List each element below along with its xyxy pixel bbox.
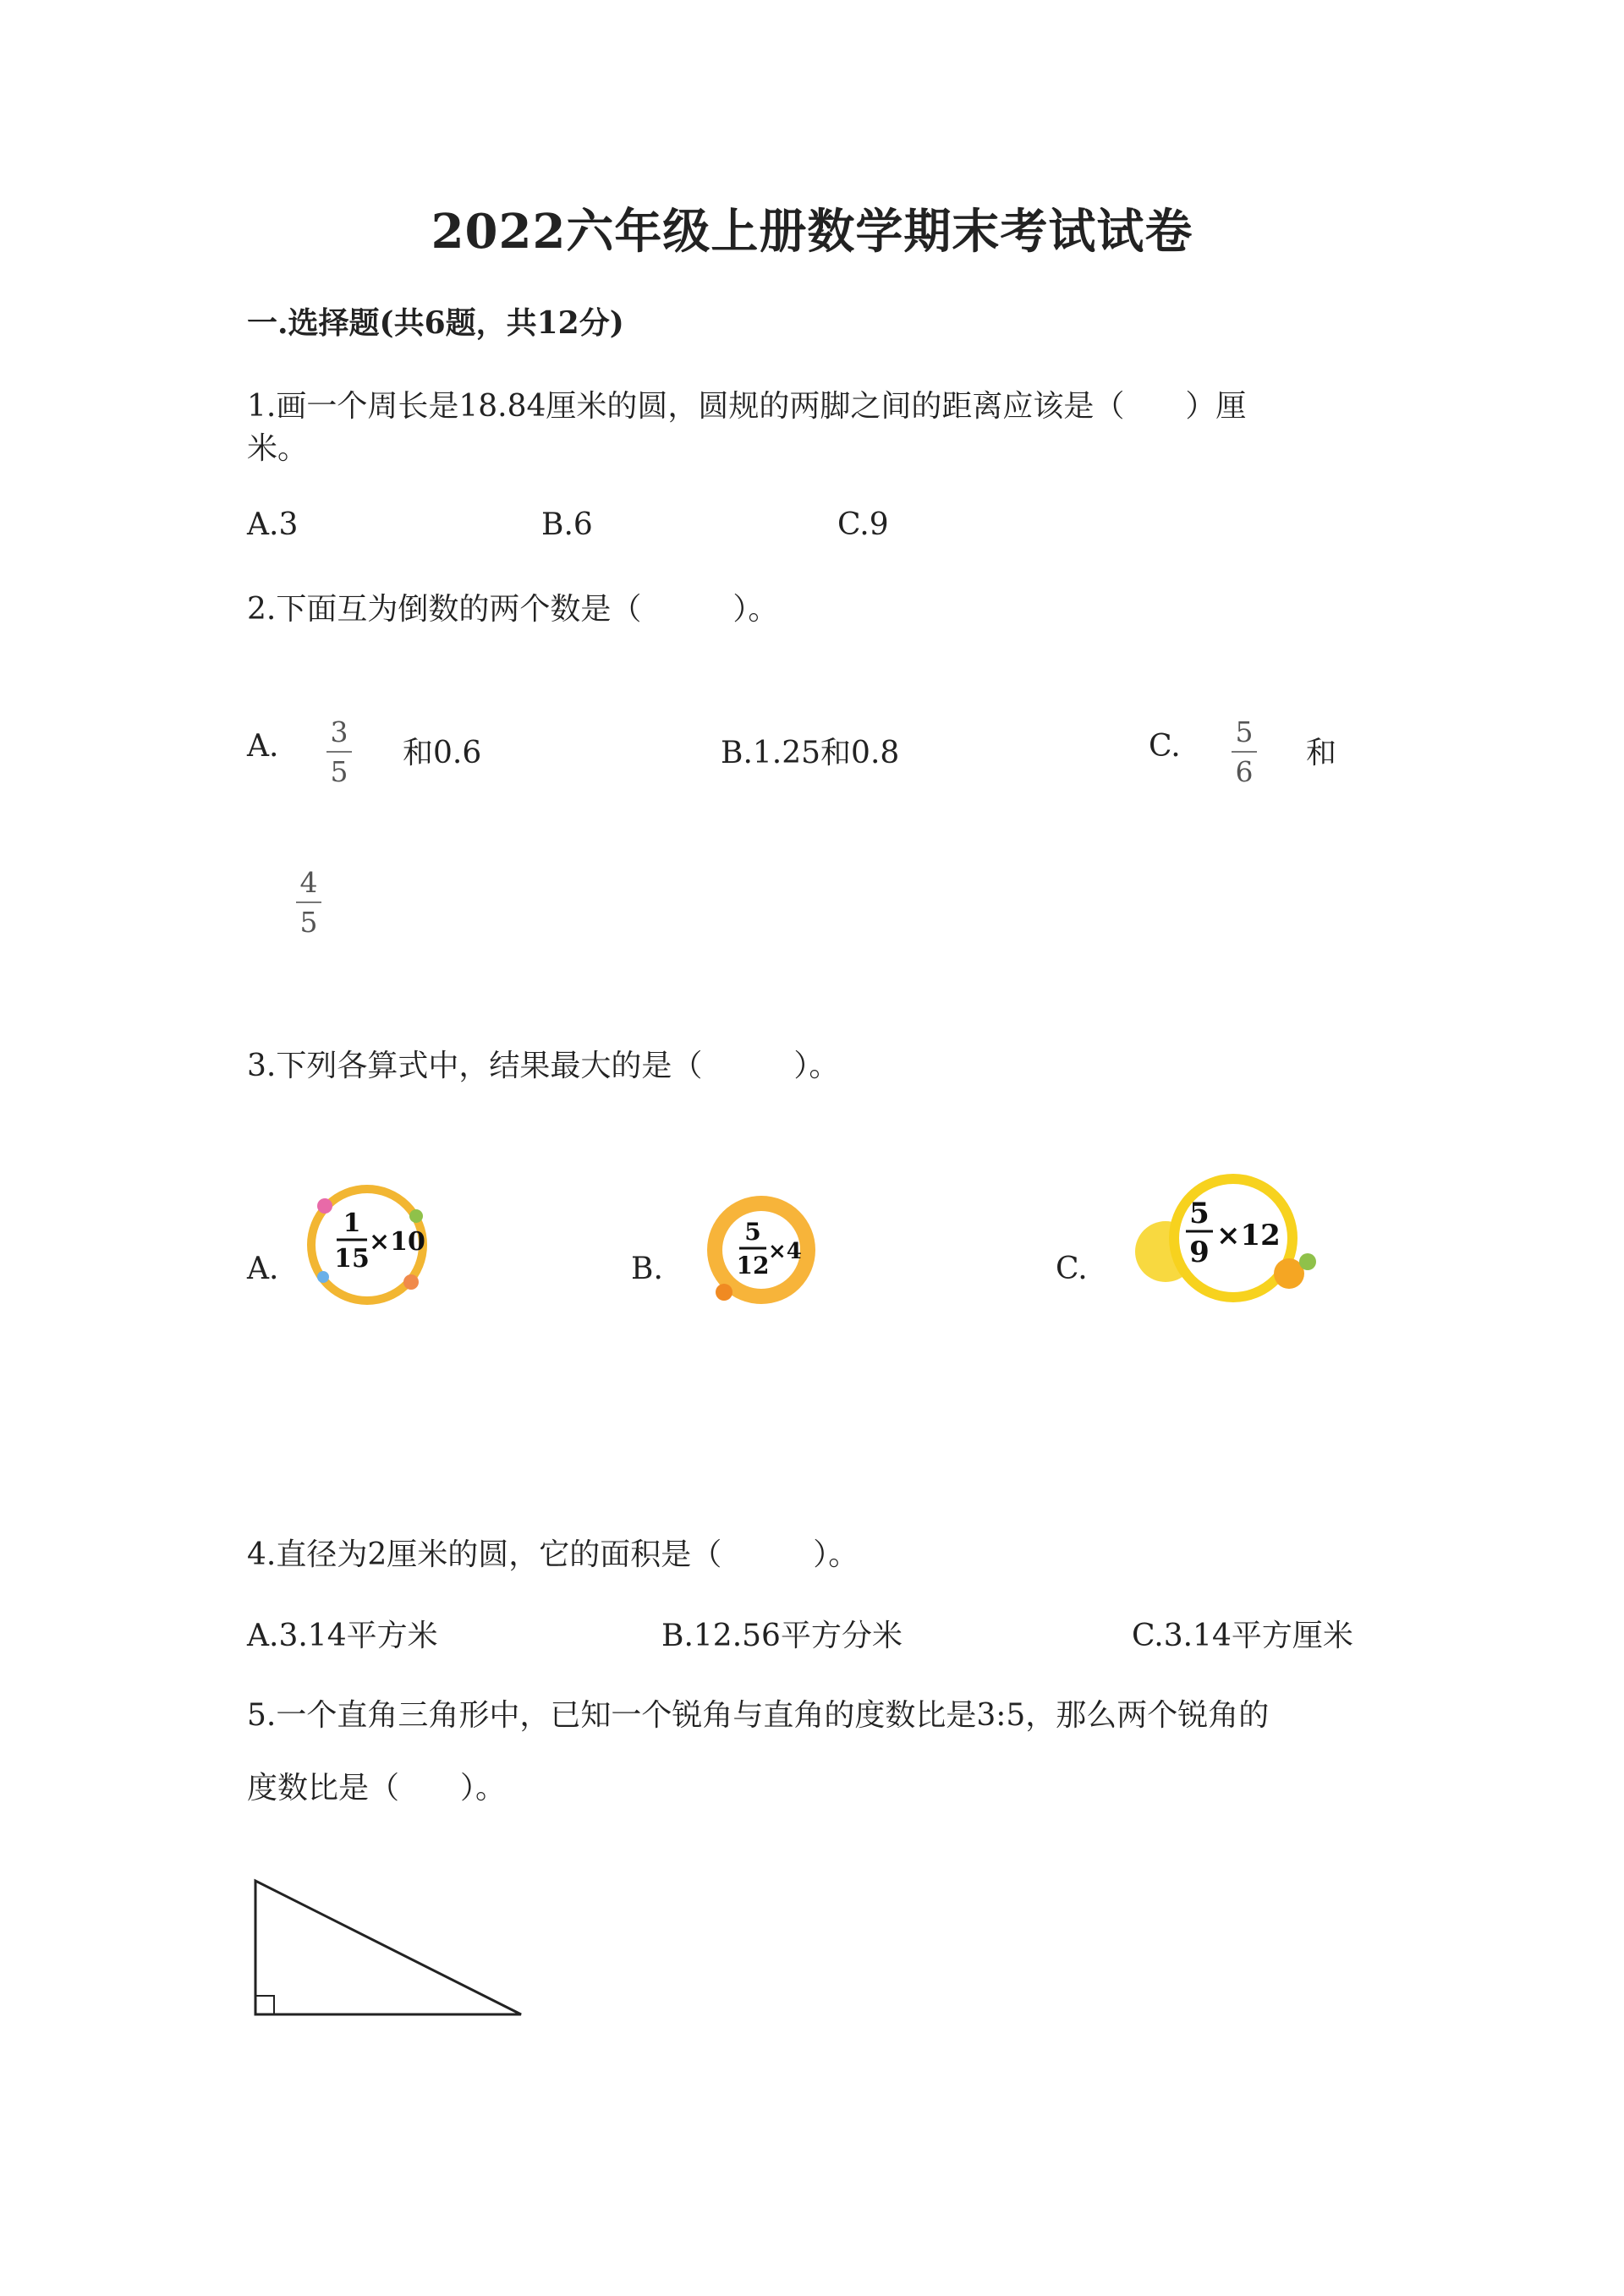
flower-icon <box>317 1198 332 1214</box>
question-1-line-2: 米。 <box>247 431 309 466</box>
question-4-text: 4.直径为2厘米的圆，它的面积是（ ）。 <box>247 1537 859 1572</box>
question-3-text: 3.下列各算式中，结果最大的是（ ）。 <box>247 1049 840 1083</box>
question-2-option-c-fraction <box>1232 715 1257 788</box>
badge-multiplier: ×12 <box>1216 1219 1281 1252</box>
leaf-icon <box>1299 1253 1316 1270</box>
question-2-option-c-tail: 和 <box>1306 736 1337 770</box>
badge-multiplier: ×4 <box>768 1239 802 1264</box>
flower-icon <box>317 1271 329 1283</box>
question-3-option-a-badge[interactable] <box>299 1177 435 1312</box>
question-4-option-a[interactable]: A.3.14平方米 <box>247 1619 438 1653</box>
question-1-option-b[interactable]: B.6 <box>541 507 593 542</box>
question-2-option-b[interactable]: B.1.25和0.8 <box>721 736 900 770</box>
right-angle-marker <box>255 1996 274 2014</box>
question-2-option-a-tail: 和0.6 <box>403 736 482 770</box>
badge-numerator: 5 <box>1189 1197 1210 1230</box>
question-3-option-c-label[interactable]: C. <box>1056 1252 1088 1286</box>
page-title: 2022六年级上册数学期末考试试卷 <box>431 204 1193 260</box>
question-5-line-2: 度数比是（ ）。 <box>247 1771 507 1806</box>
badge-multiplier: ×10 <box>369 1227 425 1257</box>
question-3-option-b-label[interactable]: B. <box>631 1252 663 1286</box>
question-3-option-a-label[interactable]: A. <box>247 1252 279 1286</box>
fraction-numerator: 3 <box>330 715 348 748</box>
fraction-bar <box>296 901 321 903</box>
question-2-option-c-label[interactable]: C. <box>1149 729 1181 764</box>
fraction-bar <box>326 751 352 753</box>
badge-denominator: 9 <box>1189 1236 1210 1269</box>
fraction-denominator: 6 <box>1235 755 1254 788</box>
leaf-icon <box>409 1209 423 1223</box>
flower-icon <box>403 1274 419 1290</box>
badge-numerator: 1 <box>343 1208 361 1238</box>
right-triangle-figure <box>250 1876 529 2019</box>
question-5-line-1: 5.一个直角三角形中，已知一个锐角与直角的度数比是3:5，那么两个锐角的 <box>247 1698 1270 1733</box>
fraction-numerator: 4 <box>299 866 318 899</box>
section-heading: 一.选择题(共6题，共12分) <box>247 305 624 341</box>
question-4-option-b[interactable]: B.12.56平方分米 <box>661 1619 903 1653</box>
fraction-numerator: 5 <box>1235 715 1254 748</box>
question-2-option-a-label[interactable]: A. <box>247 729 279 764</box>
question-1-option-c[interactable]: C.9 <box>837 507 889 542</box>
badge-denominator: 15 <box>334 1244 370 1274</box>
flower-icon <box>716 1284 732 1301</box>
question-2-option-c-fraction-2 <box>296 866 321 939</box>
question-2-option-a-fraction <box>326 715 352 788</box>
question-3-option-c-badge[interactable] <box>1123 1167 1335 1319</box>
badge-denominator: 12 <box>736 1252 770 1280</box>
question-1-line-1: 1.画一个周长是18.84厘米的圆，圆规的两脚之间的距离应该是（ ）厘 <box>247 389 1247 424</box>
fraction-denominator: 5 <box>299 906 318 939</box>
badge-numerator: 5 <box>744 1218 761 1246</box>
question-4-option-c[interactable]: C.3.14平方厘米 <box>1132 1619 1353 1653</box>
fraction-bar <box>1232 751 1257 753</box>
question-3-option-b-badge[interactable] <box>694 1181 829 1316</box>
triangle-outline <box>255 1881 521 2014</box>
question-1-option-a[interactable]: A.3 <box>247 507 299 542</box>
question-2-text: 2.下面互为倒数的两个数是（ ）。 <box>247 592 779 627</box>
fraction-denominator: 5 <box>330 755 348 788</box>
